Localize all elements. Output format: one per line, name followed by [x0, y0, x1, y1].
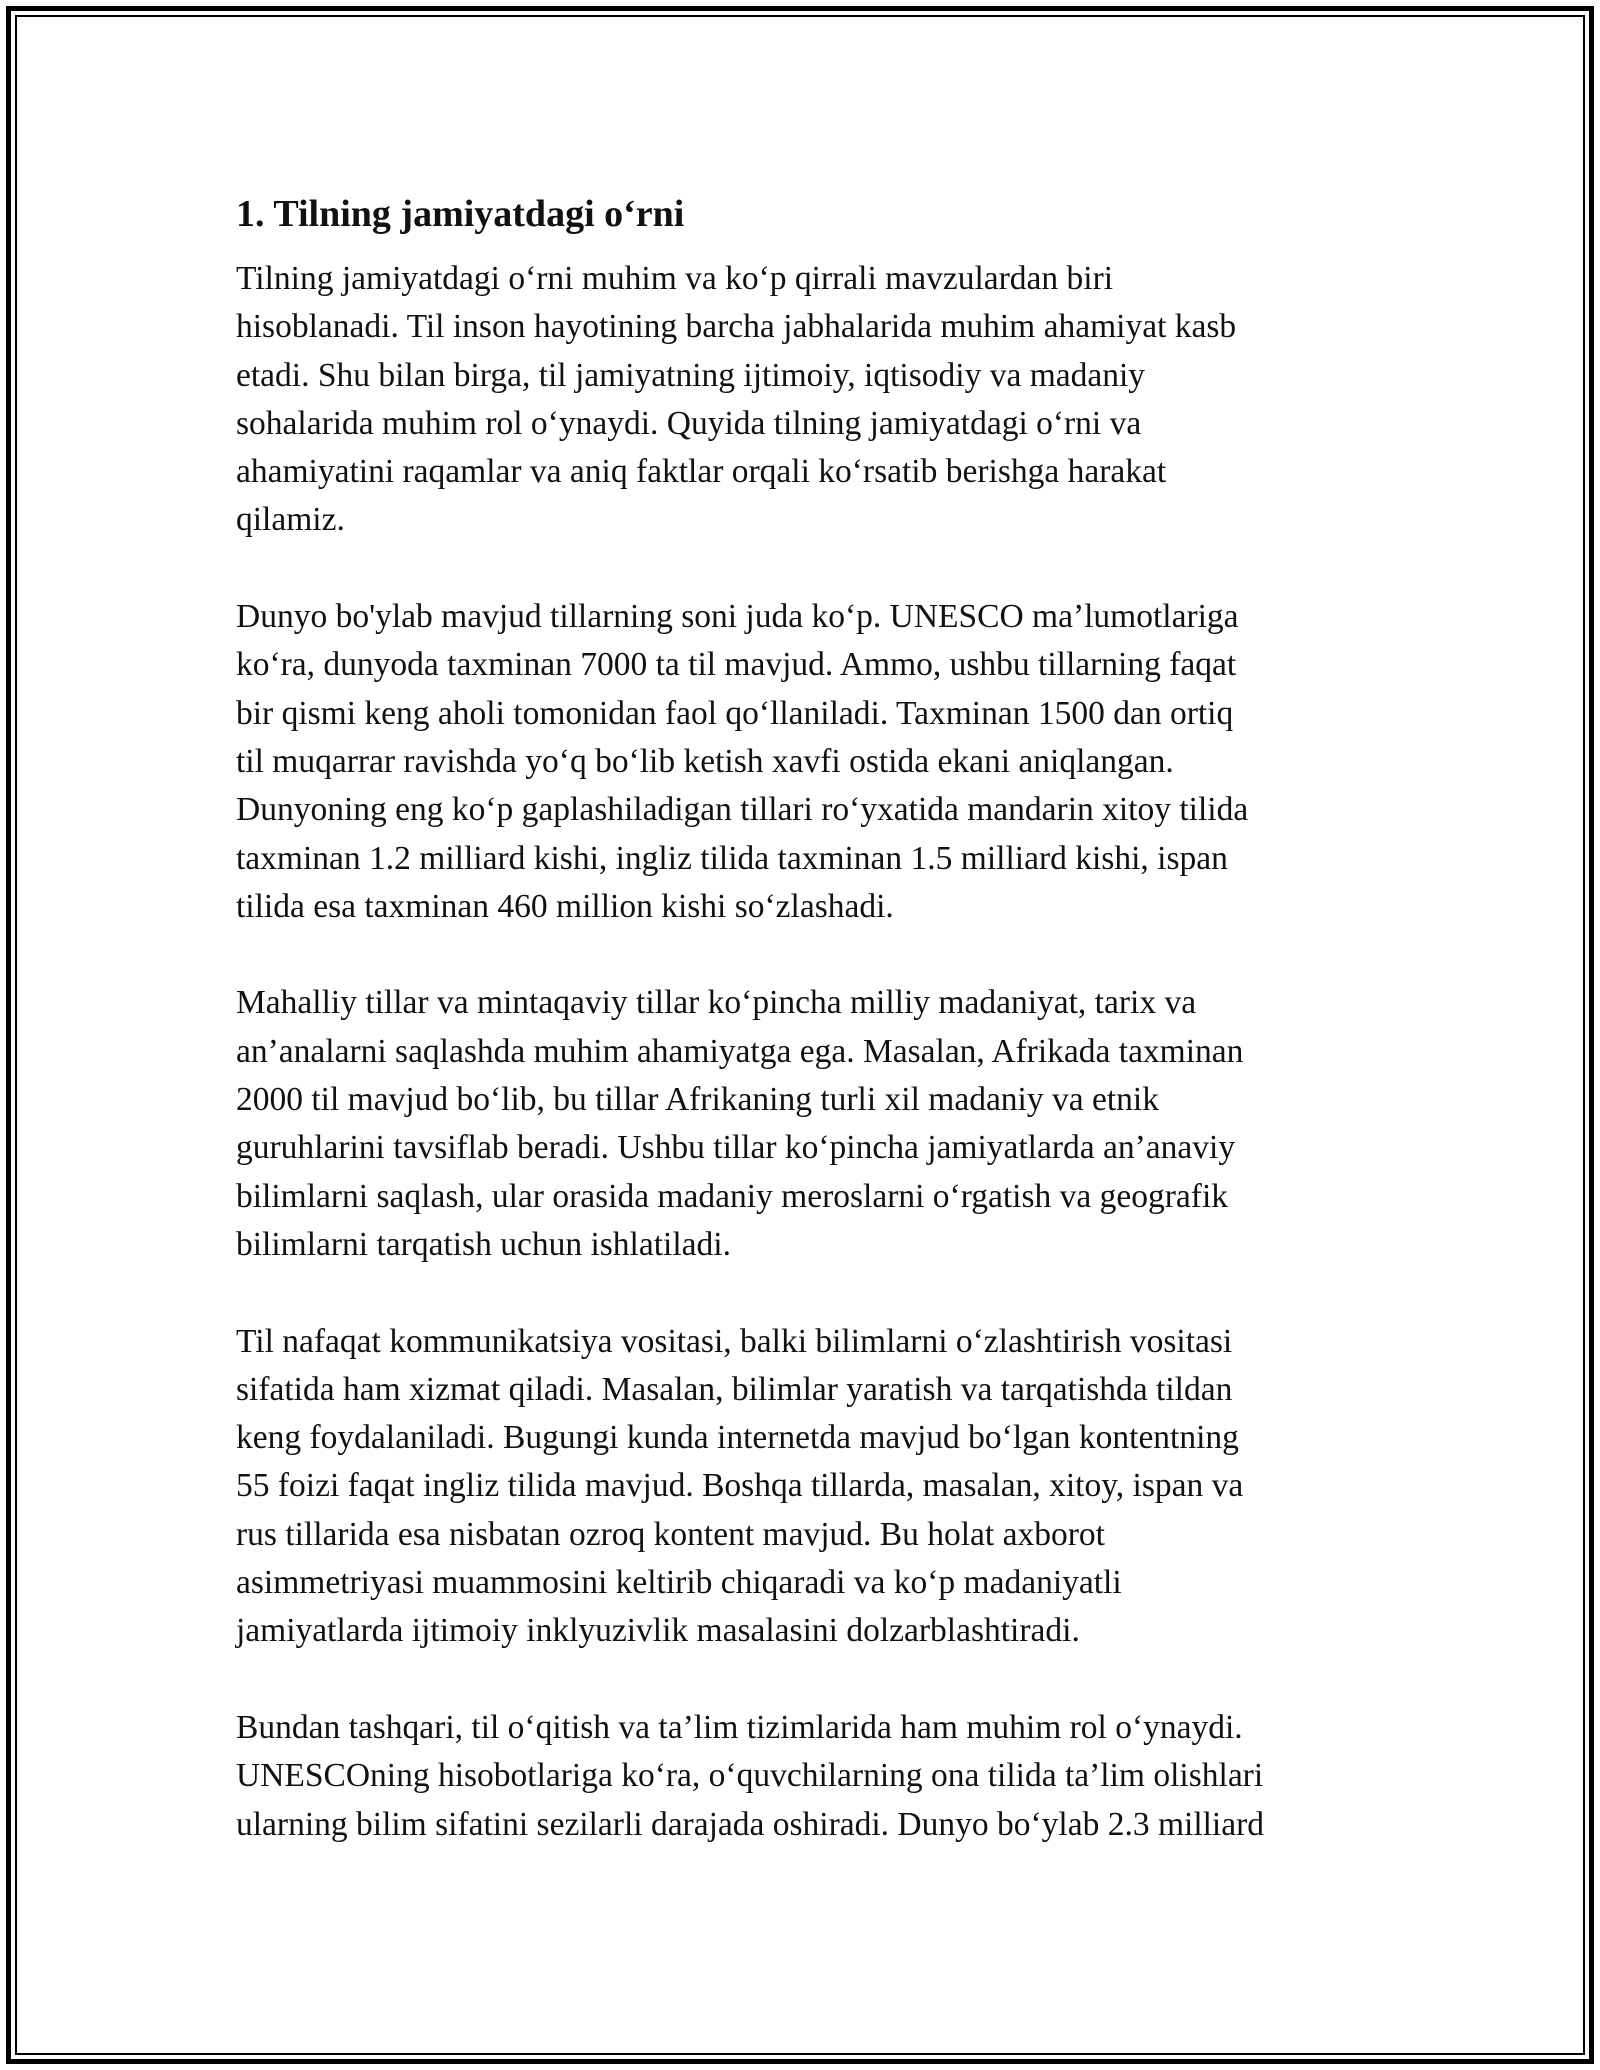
paragraph-knowledge	[236, 1318, 1396, 1656]
text-line: asimmetriyasi muammosini keltirib chiqaradi va ko‘p madaniyatli	[236, 1564, 1122, 1602]
paragraph-education	[236, 1704, 1396, 1849]
text-line: ularning bilim sifatini sezilarli darajada oshiradi. Dunyo bo‘ylab 2.3 milliard	[236, 1805, 1265, 1843]
text-line: ko‘ra, dunyoda taxminan 7000 ta til mavjud. Ammo, ushbu tillarning faqat	[236, 646, 1237, 684]
text-line: bilimlarni tarqatish uchun ishlatiladi.	[236, 1225, 731, 1263]
text-line: Dunyo bo'ylab mavjud tillarning soni juda ko‘p. UNESCO ma’lumotlariga	[236, 598, 1239, 636]
paragraph-world-languages	[236, 593, 1396, 931]
text-line: UNESCOning hisobotlariga ko‘ra, o‘quvchilarning ona tilida ta’lim olishlari	[236, 1757, 1264, 1795]
text-line: jamiyatlarda ijtimoiy inklyuzivlik masalasini dolzarblashtiradi.	[236, 1612, 1080, 1650]
text-line: taxminan 1.2 milliard kishi, ingliz tilida taxminan 1.5 milliard kishi, ispan	[236, 839, 1228, 877]
text-line: til muqarrar ravishda yo‘q bo‘lib ketish xavfi ostida ekani aniqlangan.	[236, 742, 1174, 780]
text-line: sohalarida muhim rol o‘ynaydi. Quyida tilning jamiyatdagi o‘rni va	[236, 404, 1142, 442]
text-line: an’analarni saqlashda muhim ahamiyatga ega. Masalan, Afrikada taxminan	[236, 1032, 1244, 1070]
paragraph-local-languages	[236, 979, 1396, 1269]
text-line: ahamiyatini raqamlar va aniq faktlar orqali ko‘rsatib berishga harakat	[236, 453, 1167, 491]
paragraph-intro	[236, 255, 1396, 545]
text-line: etadi. Shu bilan birga, til jamiyatning ijtimoiy, iqtisodiy va madaniy	[236, 356, 1146, 394]
section-heading: 1. Tilning jamiyatdagi o‘rni	[236, 193, 685, 235]
text-line: 55 foizi faqat ingliz tilida mavjud. Boshqa tillarda, masalan, xitoy, ispan va	[236, 1467, 1244, 1505]
text-line: hisoblanadi. Til inson hayotining barcha jabhalarida muhim ahamiyat kasb	[236, 308, 1237, 346]
text-line: bir qismi keng aholi tomonidan faol qo‘llaniladi. Taxminan 1500 dan ortiq	[236, 694, 1234, 732]
text-line: Dunyoning eng ko‘p gaplashiladigan tillari ro‘yxatida mandarin xitoy tilida	[236, 791, 1249, 829]
text-line: Tilning jamiyatdagi o‘rni muhim va ko‘p qirrali mavzulardan biri	[236, 260, 1114, 297]
text-line: qilamiz.	[236, 501, 345, 539]
document-body	[236, 186, 1396, 1897]
text-line: Mahalliy tillar va mintaqaviy tillar ko‘pincha milliy madaniyat, tarix va	[236, 984, 1197, 1022]
text-line: sifatida ham xizmat qiladi. Masalan, bilimlar yaratish va tarqatishda tildan	[236, 1370, 1233, 1408]
text-line: bilimlarni saqlash, ular orasida madaniy meroslarni o‘rgatish va geografik	[236, 1177, 1228, 1215]
text-line: Til nafaqat kommunikatsiya vositasi, balki bilimlarni o‘zlashtirish vositasi	[236, 1322, 1233, 1360]
text-line: Bundan tashqari, til o‘qitish va ta’lim tizimlarida ham muhim rol o‘ynaydi.	[236, 1708, 1243, 1746]
text-line: tilida esa taxminan 460 million kishi so‘zlashadi.	[236, 887, 894, 925]
text-line: keng foydalaniladi. Bugungi kunda internetda mavjud bo‘lgan kontentning	[236, 1419, 1239, 1457]
text-line: rus tillarida esa nisbatan ozroq kontent mavjud. Bu holat axborot	[236, 1515, 1105, 1553]
text-line: 2000 til mavjud bo‘lib, bu tillar Afrikaning turli xil madaniy va etnik	[236, 1081, 1159, 1119]
text-line: guruhlarini tavsiflab beradi. Ushbu tillar ko‘pincha jamiyatlarda an’anaviy	[236, 1129, 1236, 1167]
